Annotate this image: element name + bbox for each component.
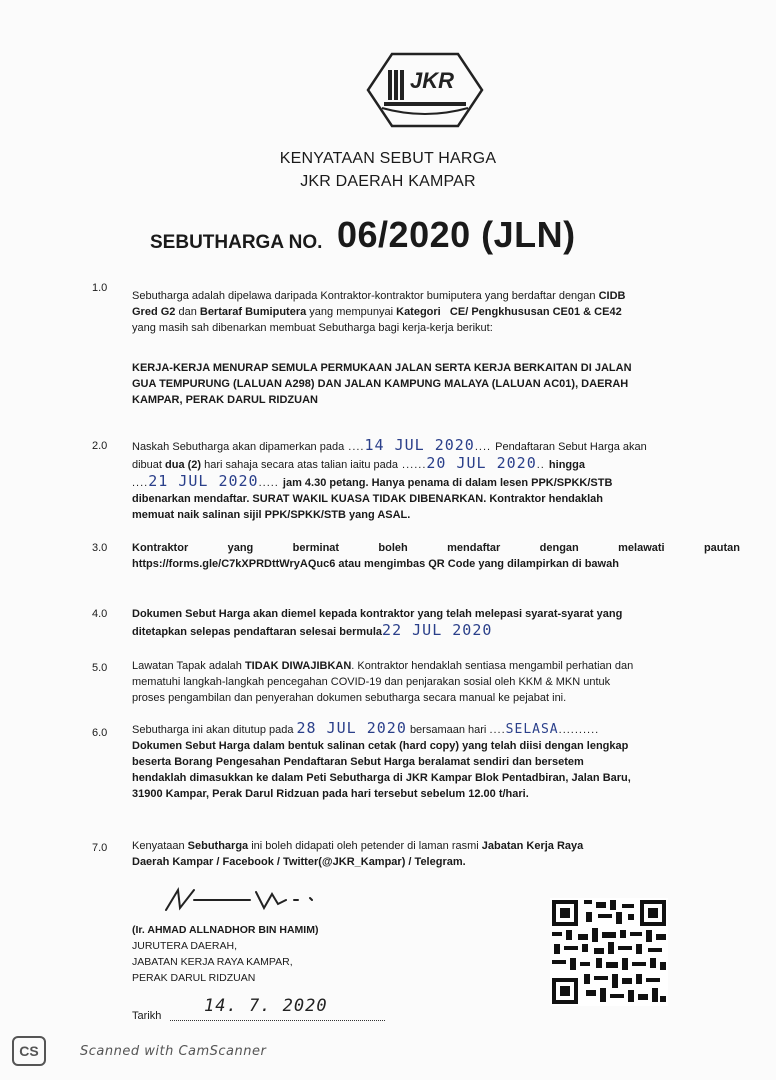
section-5-number: 5.0 <box>92 662 108 674</box>
section-7 <box>132 838 742 870</box>
scanner-watermark: Scanned with CamScanner <box>80 1044 267 1059</box>
s7-text: ini boleh didapati oleh petender di laman rasmi <box>248 840 482 852</box>
s2-text: jam 4.30 petang. Hanya penama di dalam lesen PPK/SPKK/STB <box>282 477 613 489</box>
qr-code[interactable] <box>550 898 668 1006</box>
work-title-line-2: GUA TEMPURUNG (LALUAN A298) DAN JALAN KAMPUNG MALAYA (LALUAN AC01), DAERAH <box>132 378 629 390</box>
header-title: KENYATAAN SEBUT HARGA <box>279 150 497 167</box>
section-5 <box>132 658 742 706</box>
s6-text: 31900 Kampar, Perak Darul Ridzuan pada hari tersebut sebelum 12.00 t/hari. <box>132 788 529 800</box>
work-title-line-1: KERJA-KERJA MENURAP SEMULA PERMUKAAN JALAN SERTA KERJA BERKAITAN DI JALAN <box>132 362 632 374</box>
s6-text: hendaklah dimasukkan ke dalam Peti Sebutharga di JKR Kampar Blok Pentadbiran, Jalan Baru, <box>132 772 631 784</box>
s1-cidb: CIDB <box>598 290 626 302</box>
s5-text: proses pengambilan dan penyerahan dokumen sebutharga secara manual ke pejabat ini. <box>132 692 567 704</box>
signatory-department: JABATAN KERJA RAYA KAMPAR, <box>132 956 293 968</box>
s5-text: Lawatan Tapak adalah <box>132 660 245 672</box>
email-date-handwritten: 22 JUL 2020 <box>382 621 493 639</box>
registration-link: https://forms.gle/C7kXPRDttWryAQuc6 atau mengimbas QR Code yang dilampirkan di bawah <box>132 558 619 570</box>
section-3 <box>132 540 740 572</box>
s6-text: Dokumen Sebut Harga dalam bentuk salinan cetak (hard copy) yang telah diisi dengan lengkap <box>132 740 629 752</box>
s7-text: Kenyataan <box>132 840 188 852</box>
s2-text: Pendaftaran Sebut Harga akan <box>495 441 647 453</box>
signatory-block <box>132 922 318 986</box>
quotation-number: 06/2020 (JLN) <box>337 214 576 255</box>
s1-grade: Gred G2 <box>132 306 176 318</box>
s1-category: CE/ Pengkhususan CE01 & CE42 <box>449 306 622 318</box>
s7-text: Sebutharga <box>187 840 249 852</box>
section-4 <box>132 606 742 640</box>
site-visit-status: TIDAK DIWAJIBKAN <box>244 660 352 672</box>
quotation-number-label: SEBUTHARGA NO. <box>150 232 323 253</box>
s6-text: bersamaan hari <box>409 724 487 736</box>
s2-text: dibuat <box>132 459 166 471</box>
section-1-number: 1.0 <box>92 282 108 294</box>
section-2-number: 2.0 <box>92 440 108 452</box>
s6-text: Sebutharga ini akan ditutup pada <box>132 724 294 736</box>
section-1 <box>132 288 742 408</box>
s5-text: . Kontraktor hendaklah sentiasa mengambil perhatian dan <box>351 660 634 672</box>
s3-text: Kontraktor yang berminat boleh mendaftar dengan melawati pautan <box>132 542 740 554</box>
s2-text: memuat naik salinan sijil PPK/SPKK/STB yang ASAL. <box>132 509 411 521</box>
signature-date-handwritten: 14. 7. 2020 <box>204 996 328 1016</box>
signature <box>160 880 360 920</box>
date-label: Tarikh <box>132 1010 162 1022</box>
s2-text: dibenarkan mendaftar. SURAT WAKIL KUASA TIDAK DIBENARKAN. Kontraktor hendaklah <box>132 493 604 505</box>
display-date-handwritten: 14 JUL 2020 <box>364 436 475 454</box>
signatory-title: JURUTERA DAERAH, <box>132 940 238 952</box>
s1-text: yang mempunyai <box>306 306 397 318</box>
jkr-logo <box>362 50 488 130</box>
closing-day-handwritten: SELASA <box>505 722 559 737</box>
section-4-number: 4.0 <box>92 608 108 620</box>
section-6: Sebutharga ini akan ditutup pada 28 JUL 2020 bersamaan hari ....SELASA.......... Dokumen Sebut Harga dalam bentuk salinan cetak (hard copy) yang telah diisi dengan lengkap beserta Borang Pengesahan Pendaftaran Sebut Harga beralamat sendiri dan bersetem hendaklah dimasukkan ke dalam Peti Sebutharga di JKR Kampar Blok Pentadbiran, Jalan Baru, 31900 Kampar, Perak Darul Ridzuan pada hari tersebut sebelum 12.00 t/hari. <box>132 720 742 802</box>
signatory-state: PERAK DARUL RIDZUAN <box>132 972 256 984</box>
s1-bumiputera: Bertaraf Bumiputera <box>199 306 307 318</box>
s2-days: dua (2) <box>165 459 202 471</box>
s2-text: Naskah Sebutharga akan dipamerkan pada <box>132 441 345 453</box>
s1-category-label: Kategori <box>396 306 441 318</box>
s4-text: Dokumen Sebut Harga akan diemel kepada kontraktor yang telah melepasi syarat-syarat yang <box>132 608 623 620</box>
s2-text: hingga <box>548 459 585 471</box>
registration-start-handwritten: 20 JUL 2020 <box>426 454 537 472</box>
registration-end-handwritten: 21 JUL 2020 <box>148 472 259 490</box>
s1-text: Sebutharga adalah dipelawa daripada Kontraktor-kontraktor bumiputera yang berdaftar dengan <box>132 290 599 302</box>
work-title-line-3: KAMPAR, PERAK DARUL RIDZUAN <box>132 394 318 406</box>
s5-text: mematuhi langkah-langkah pencegahan COVID-19 dan penjarakan sosial oleh KKM & MKN untuk <box>132 676 611 688</box>
signatory-name: (Ir. AHMAD ALLNADHOR BIN HAMIM) <box>132 924 319 936</box>
camscanner-logo: CS <box>12 1036 46 1066</box>
s7-channels: Daerah Kampar / Facebook / Twitter(@JKR_Kampar) / Telegram. <box>132 856 466 868</box>
s1-text: dan <box>175 306 200 318</box>
s6-text: beserta Borang Pengesahan Pendaftaran Sebut Harga beralamat sendiri dan bersetem <box>132 756 584 768</box>
s2-text: hari sahaja secara atas talian iaitu pada <box>201 459 398 471</box>
s7-text: Jabatan Kerja Raya <box>481 840 584 852</box>
s1-text: yang masih sah dibenarkan membuat Sebutharga bagi kerja-kerja berikut: <box>132 322 493 334</box>
section-3-number: 3.0 <box>92 542 108 554</box>
header-subtitle: JKR DAERAH KAMPAR <box>300 173 476 190</box>
section-2: Naskah Sebutharga akan dipamerkan pada ....14 JUL 2020.... Pendaftaran Sebut Harga akan dibuat dua (2) hari sahaja secara atas talian iaitu pada ......20 JUL 2020.. hingga ....21 JUL 2020..... jam 4.30 petang. Hanya penama di dalam lesen PPK/SPKK/STB dibenarkan mendaftar. SURAT WAKIL KUASA TIDAK DIBENARKAN. Kontraktor hendaklah memuat naik salinan sijil PPK/SPKK/STB yang ASAL. <box>132 437 742 523</box>
closing-date-handwritten: 28 JUL 2020 <box>296 719 407 737</box>
s4-text: ditetapkan selepas pendaftaran selesai bermula <box>132 626 383 638</box>
svg-text:JKR: JKR <box>410 68 455 93</box>
section-7-number: 7.0 <box>92 842 108 854</box>
date-line <box>170 1020 385 1021</box>
section-6-number: 6.0 <box>92 727 108 739</box>
